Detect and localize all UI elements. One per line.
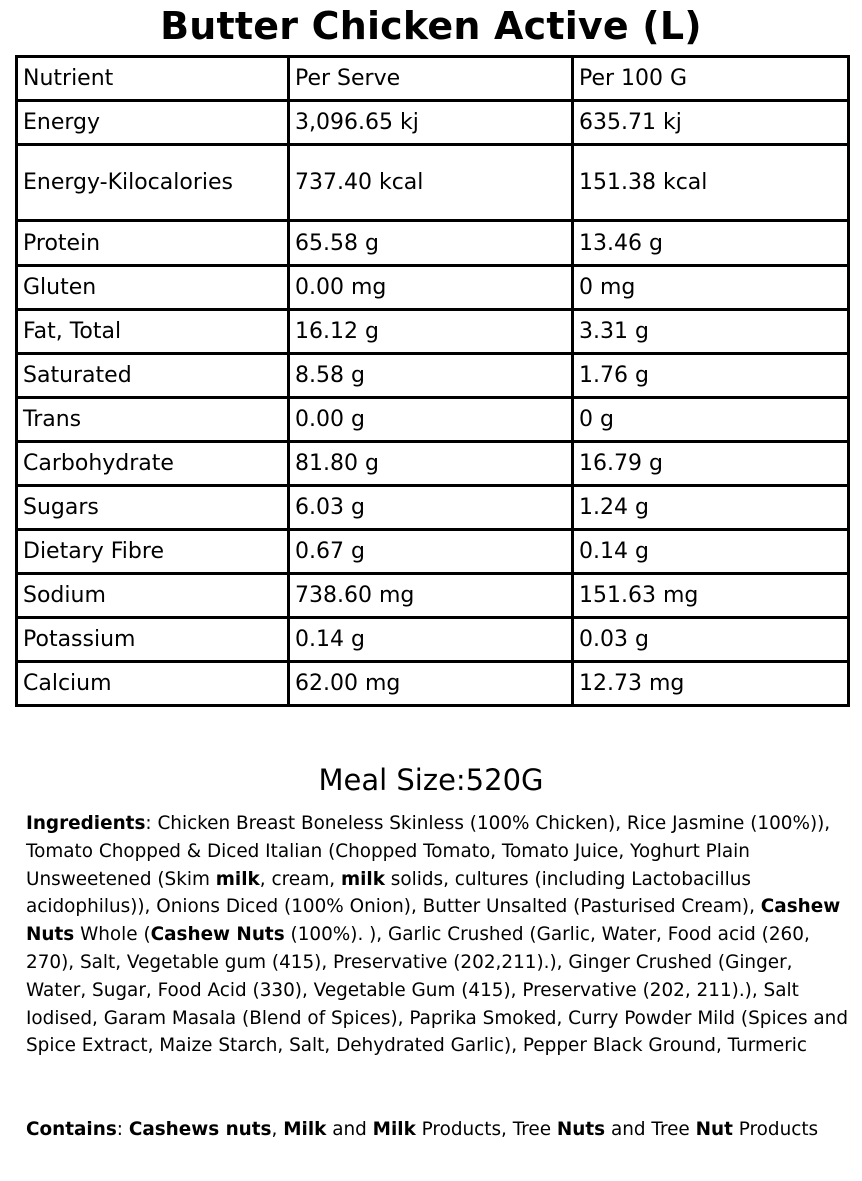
contains-text: , (271, 1119, 284, 1140)
per-100g-value: 0 mg (573, 266, 849, 310)
nutrition-table (15, 55, 850, 707)
per-100g-value: 1.76 g (573, 354, 849, 398)
nutrient-name: Calcium (17, 662, 289, 706)
ingredients-text: solids, cultures (including Lactobacillus acidophilus)), Onions Diced (100% Onion), Butter Unsalted (Pasturised Cream), (26, 868, 761, 918)
per-100g-value: 0 g (573, 398, 849, 442)
nutrient-name: Protein (17, 221, 289, 266)
allergen-highlight: Milk (283, 1119, 327, 1140)
per-100g-value: 16.79 g (573, 442, 849, 486)
contains-text: and Tree (605, 1119, 696, 1140)
ingredients-text: , cream, (259, 868, 341, 890)
table-row (17, 101, 849, 145)
per-serve-value: 0.00 g (289, 398, 573, 442)
ingredients-paragraph (26, 810, 848, 1060)
table-row (17, 662, 849, 706)
nutrient-name: Energy (17, 101, 289, 145)
contains-paragraph (26, 1116, 848, 1144)
allergen-highlight: Nut (695, 1119, 733, 1140)
per-serve-value: 6.03 g (289, 486, 573, 530)
allergen-highlight: Milk (372, 1119, 416, 1140)
per-serve-value: 65.58 g (289, 221, 573, 266)
column-header-per-serve: Per Serve (289, 57, 573, 101)
per-serve-value: 8.58 g (289, 354, 573, 398)
nutrient-name: Carbohydrate (17, 442, 289, 486)
per-serve-value: 3,096.65 kj (289, 101, 573, 145)
nutrient-name: Dietary Fibre (17, 530, 289, 574)
contains-text: : (116, 1119, 129, 1140)
table-row (17, 354, 849, 398)
table-row (17, 618, 849, 662)
per-100g-value: 0.14 g (573, 530, 849, 574)
per-serve-value: 16.12 g (289, 310, 573, 354)
nutrient-name: Trans (17, 398, 289, 442)
table-row (17, 221, 849, 266)
table-row (17, 145, 849, 221)
nutrient-name: Energy-Kilocalories (17, 145, 289, 221)
nutrient-name: Saturated (17, 354, 289, 398)
ingredients-text: (100%). ), Garlic Crushed (Garlic, Water, Food acid (260, 270), Salt, Vegetable gum (415), Preservative (202,211).), Ginger Crushed (Ginger, Water, Sugar, Food Acid (330), Vegetable Gum (415), Preservative (202, 211).), Salt Iodised, Garam Masala (Blend of Spices), Paprika Smoked, Curry Powder Mild (Spices and Spice Extract, Maize Starch, Salt, Dehydrated Garlic), Pepper Black Ground, Turmeric (26, 924, 849, 1057)
column-header-nutrient: Nutrient (17, 57, 289, 101)
column-header-per-100g: Per 100 G (573, 57, 849, 101)
nutrient-name: Fat, Total (17, 310, 289, 354)
table-row (17, 574, 849, 618)
allergen-highlight: Cashew Nuts (26, 896, 841, 946)
allergen-highlight: Cashew Nuts (150, 924, 285, 946)
table-row (17, 442, 849, 486)
ingredients-label: Ingredients (26, 813, 146, 834)
per-100g-value: 1.24 g (573, 486, 849, 530)
nutrient-name: Sodium (17, 574, 289, 618)
table-row (17, 266, 849, 310)
per-100g-value: 13.46 g (573, 221, 849, 266)
table-header-row (17, 57, 849, 101)
per-serve-value: 738.60 mg (289, 574, 573, 618)
allergen-highlight: milk (340, 868, 385, 890)
table-row (17, 398, 849, 442)
ingredients-text: Whole ( (74, 924, 151, 946)
table-row (17, 310, 849, 354)
per-serve-value: 81.80 g (289, 442, 573, 486)
contains-text: and (326, 1119, 373, 1140)
nutrient-name: Sugars (17, 486, 289, 530)
nutrient-name: Gluten (17, 266, 289, 310)
per-serve-value: 62.00 mg (289, 662, 573, 706)
per-serve-value: 0.14 g (289, 618, 573, 662)
per-100g-value: 12.73 mg (573, 662, 849, 706)
per-100g-value: 0.03 g (573, 618, 849, 662)
ingredients-text: : Chicken Breast Boneless Skinless (100% Chicken), Rice Jasmine (100%)), Tomato Chopped & Diced Italian (Chopped Tomato, Tomato Juice, Yoghurt Plain Unsweetened (Skim (26, 813, 831, 890)
table-row (17, 530, 849, 574)
per-100g-value: 635.71 kj (573, 101, 849, 145)
nutrient-name: Potassium (17, 618, 289, 662)
per-serve-value: 0.00 mg (289, 266, 573, 310)
contains-text: Products, Tree (415, 1119, 557, 1140)
contains-label: Contains (26, 1119, 117, 1140)
allergen-highlight: Nuts (556, 1119, 606, 1140)
per-100g-value: 151.38 kcal (573, 145, 849, 221)
page-title: Butter Chicken Active (L) (160, 4, 702, 48)
meal-size: Meal Size:520G (318, 763, 544, 797)
per-serve-value: 737.40 kcal (289, 145, 573, 221)
per-serve-value: 0.67 g (289, 530, 573, 574)
allergen-highlight: Cashews nuts (128, 1119, 272, 1140)
per-100g-value: 3.31 g (573, 310, 849, 354)
per-100g-value: 151.63 mg (573, 574, 849, 618)
table-row (17, 486, 849, 530)
contains-text: Products (732, 1119, 819, 1140)
allergen-highlight: milk (215, 868, 260, 890)
